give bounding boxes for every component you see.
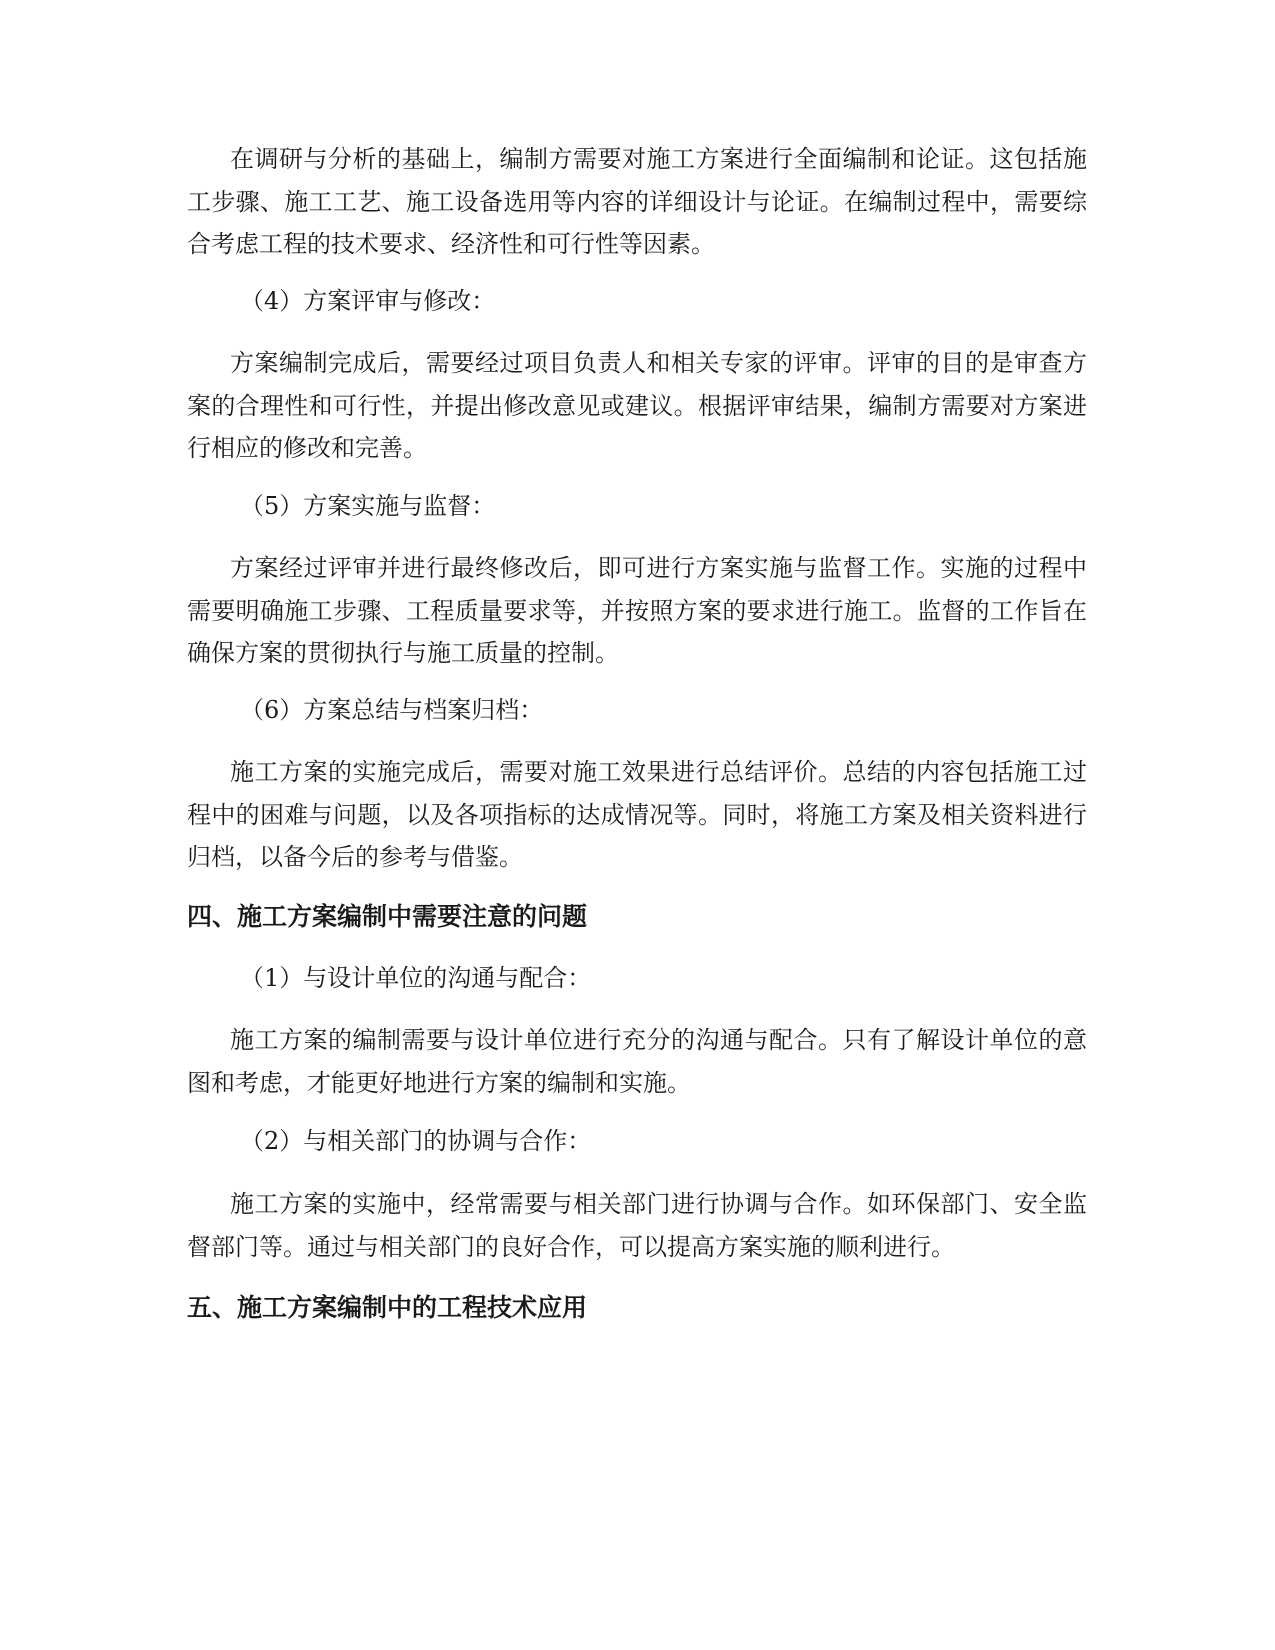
paragraph-implementation-supervision: 方案经过评审并进行最终修改后，即可进行方案实施与监督工作。实施的过程中需要明确施工步骤、工程质量要求等，并按照方案的要求进行施工。监督的工作旨在确保方案的贯彻执行与施工质量的控制。	[187, 554, 1087, 667]
section-heading-5: 五、施工方案编制中的工程技术应用	[187, 1293, 588, 1322]
paragraph-design-unit-communication: 施工方案的编制需要与设计单位进行充分的沟通与配合。只有了解设计单位的意图和考虑，才能更好地进行方案的编制和实施。	[187, 1026, 1087, 1097]
paragraph-summary-archiving: 施工方案的实施完成后，需要对施工效果进行总结评价。总结的内容包括施工过程中的困难与问题，以及各项指标的达成情况等。同时，将施工方案及相关资料进行归档，以备今后的参考与借鉴。	[187, 758, 1087, 871]
paragraph-review-revision: 方案编制完成后，需要经过项目负责人和相关专家的评审。评审的目的是审查方案的合理性和可行性，并提出修改意见或建议。根据评审结果，编制方需要对方案进行相应的修改和完善。	[187, 349, 1087, 462]
paragraph-scheme-drafting: 在调研与分析的基础上，编制方需要对施工方案进行全面编制和论证。这包括施工步骤、施工工艺、施工设备选用等内容的详细设计与论证。在编制过程中，需要综合考虑工程的技术要求、经济性和可行性等因素。	[187, 145, 1087, 258]
subheading-design-unit-communication: （1）与设计单位的沟通与配合：	[240, 964, 592, 992]
section-heading-4: 四、施工方案编制中需要注意的问题	[187, 902, 588, 931]
subheading-department-coordination: （2）与相关部门的协调与合作：	[240, 1127, 592, 1155]
subheading-review-revision: （4）方案评审与修改：	[240, 287, 496, 315]
subheading-summary-archiving: （6）方案总结与档案归档：	[240, 696, 544, 724]
subheading-implementation-supervision: （5）方案实施与监督：	[240, 492, 496, 520]
paragraph-department-coordination: 施工方案的实施中，经常需要与相关部门进行协调与合作。如环保部门、安全监督部门等。通过与相关部门的良好合作，可以提高方案实施的顺利进行。	[187, 1190, 1087, 1261]
